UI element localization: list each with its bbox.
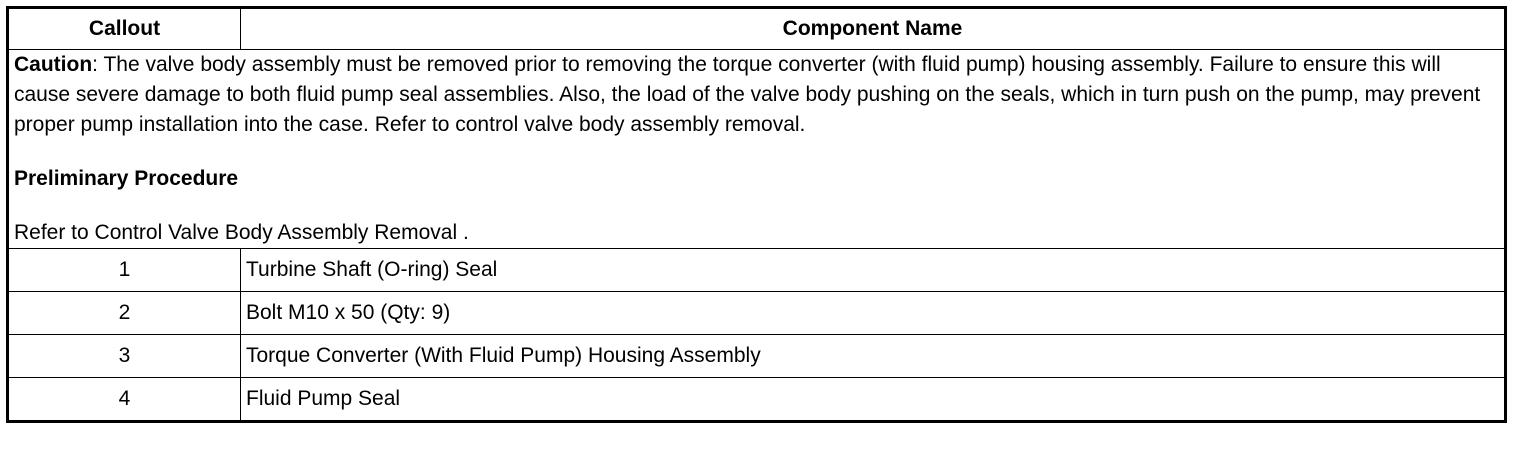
header-row (8, 8, 1506, 50)
component-name-cell: Turbine Shaft (O-ring) Seal (241, 249, 1506, 292)
preliminary-procedure-text: Refer to Control Valve Body Assembly Removal . (14, 221, 469, 244)
preliminary-procedure-heading: Preliminary Procedure (14, 167, 239, 190)
caution-text: : The valve body assembly must be removed prior to removing the torque converter (with fluid pump) housing assembly. Failure to ensure this will cause severe damage to both fluid pump seal assemblies. Also, the load of the valve body pushing on the seals, which in turn push on the pump, may prevent proper pump installation into the case. Refer to control valve body assembly removal. (14, 53, 1481, 136)
table-row (8, 378, 1506, 422)
component-name-cell: Fluid Pump Seal (241, 378, 1506, 422)
caution-paragraph (14, 50, 1499, 140)
callout-cell: 2 (8, 292, 241, 335)
component-name-cell: Bolt M10 x 50 (Qty: 9) (241, 292, 1506, 335)
callout-cell: 3 (8, 335, 241, 378)
callout-cell: 4 (8, 378, 241, 422)
callout-column-header: Callout (8, 8, 241, 50)
table-row (8, 335, 1506, 378)
callout-cell: 1 (8, 249, 241, 292)
note-cell (8, 50, 1506, 249)
caution-label: Caution (14, 53, 93, 76)
note-row (8, 50, 1506, 249)
component-name-cell: Torque Converter (With Fluid Pump) Housing Assembly (241, 335, 1506, 378)
components-table (6, 6, 1507, 423)
component-name-column-header: Component Name (241, 8, 1506, 50)
table-row (8, 249, 1506, 292)
table-row (8, 292, 1506, 335)
